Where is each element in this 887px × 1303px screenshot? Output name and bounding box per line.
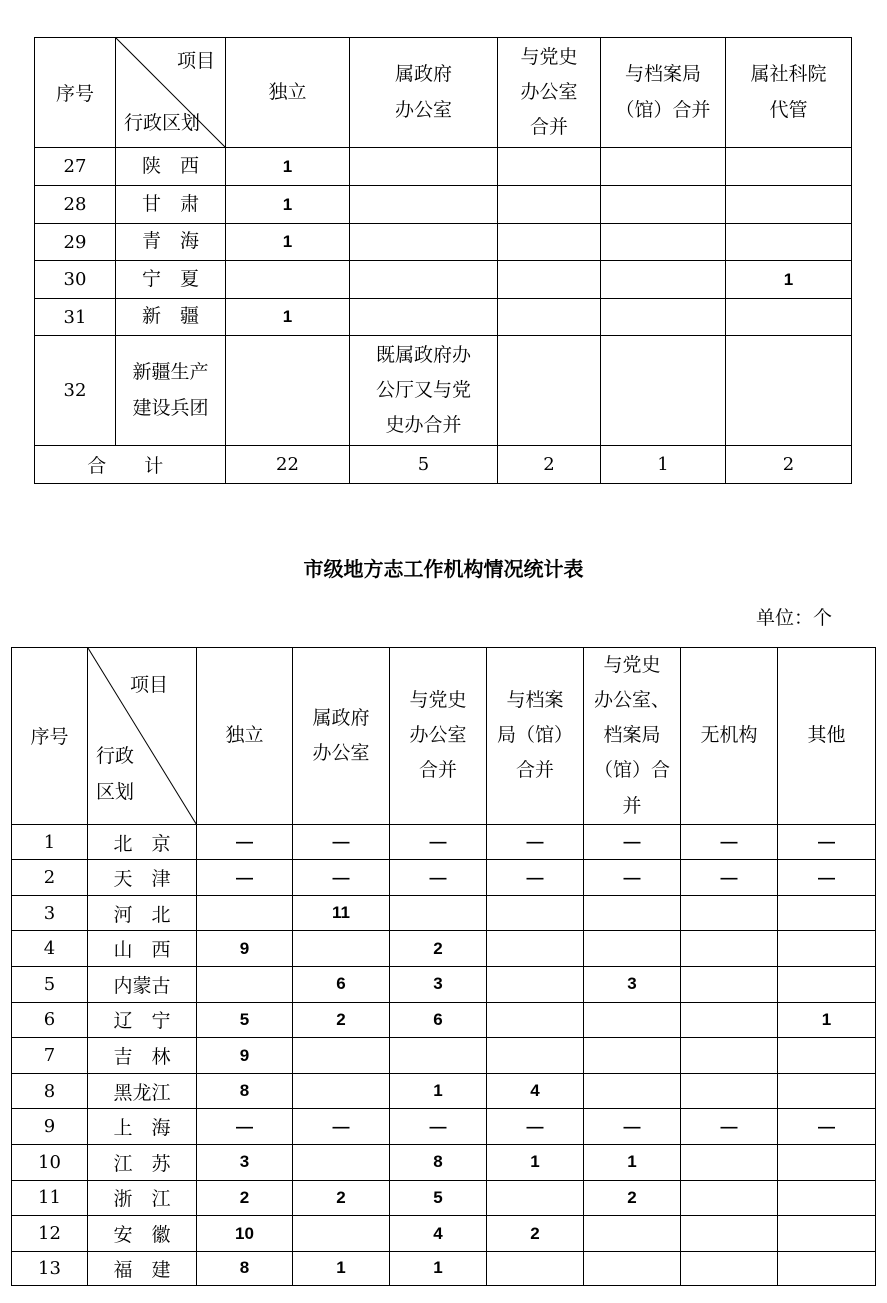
- row-seq: 9: [12, 1109, 88, 1145]
- row-value: —: [293, 860, 390, 896]
- table1-total-cell: 22: [226, 446, 350, 484]
- table1-header-col: 与党史 办公室 合并: [498, 38, 601, 148]
- row-value: [778, 931, 876, 967]
- row-seq: 12: [12, 1216, 88, 1252]
- table2-header-region: 行政 区划: [96, 744, 135, 803]
- row-value: —: [197, 1109, 293, 1145]
- row-value: 1: [778, 1002, 876, 1038]
- row-seq: 28: [35, 186, 116, 224]
- row-value: —: [197, 824, 293, 860]
- table1-header-col: 属政府 办公室: [350, 38, 498, 148]
- table1-header-col: 属社科院 代管: [726, 38, 852, 148]
- row-value: [681, 1216, 778, 1252]
- table-row: [12, 1109, 876, 1145]
- row-region: 新 疆: [116, 299, 226, 336]
- table2-header-col: 与党史 办公室 合并: [390, 648, 487, 825]
- row-value: [350, 261, 498, 299]
- row-region: 内蒙古: [88, 967, 197, 1003]
- row-value: [390, 1038, 487, 1074]
- table1-total-row: [35, 446, 852, 484]
- table2-header-item: 项目: [129, 674, 168, 696]
- row-value: [498, 224, 601, 261]
- table-row: [12, 1251, 876, 1285]
- row-value: [350, 148, 498, 186]
- table-row: [12, 860, 876, 896]
- table1-header-row: [35, 38, 852, 148]
- row-value: [584, 1073, 681, 1109]
- row-region: 吉 林: [88, 1038, 197, 1074]
- row-value: [601, 224, 726, 261]
- table-row: [12, 1216, 876, 1252]
- row-value: 1: [293, 1251, 390, 1285]
- row-value: 3: [584, 967, 681, 1003]
- row-value: [778, 1216, 876, 1252]
- table-row: [35, 148, 852, 186]
- row-seq: 4: [12, 931, 88, 967]
- row-value: [726, 299, 852, 336]
- row-value: [350, 186, 498, 224]
- row-value: 4: [390, 1216, 487, 1252]
- table1-total-cell: 1: [601, 446, 726, 484]
- row-value: —: [584, 860, 681, 896]
- row-value: 1: [226, 224, 350, 261]
- row-value: [778, 1251, 876, 1285]
- row-value: [778, 967, 876, 1003]
- row-seq: 13: [12, 1251, 88, 1285]
- row-value: [197, 895, 293, 931]
- table1-header-col: 与档案局 （馆）合并: [601, 38, 726, 148]
- table-row: [12, 895, 876, 931]
- row-value: [350, 224, 498, 261]
- row-value: 2: [390, 931, 487, 967]
- row-value: —: [390, 1109, 487, 1145]
- table-row: [12, 931, 876, 967]
- row-value: 2: [197, 1180, 293, 1216]
- row-region: 天 津: [88, 860, 197, 896]
- row-value: [601, 148, 726, 186]
- row-value: [487, 931, 584, 967]
- row-region: 浙 江: [88, 1180, 197, 1216]
- table2-header-col: 属政府 办公室: [293, 648, 390, 825]
- row-value: 1: [584, 1145, 681, 1181]
- row-value: [498, 186, 601, 224]
- row-value: 1: [226, 299, 350, 336]
- row-value: [726, 336, 852, 446]
- row-region: 福 建: [88, 1251, 197, 1285]
- row-value: 1: [226, 186, 350, 224]
- row-value: [197, 967, 293, 1003]
- row-value: [584, 1038, 681, 1074]
- row-seq: 29: [35, 224, 116, 261]
- row-value: [601, 186, 726, 224]
- table1-header-diagonal: [116, 38, 226, 148]
- row-value: 8: [197, 1251, 293, 1285]
- row-seq: 27: [35, 148, 116, 186]
- row-value: [681, 1180, 778, 1216]
- row-value: [293, 931, 390, 967]
- row-value: 2: [487, 1216, 584, 1252]
- table-row: [12, 1002, 876, 1038]
- row-value: [681, 1038, 778, 1074]
- row-value: 10: [197, 1216, 293, 1252]
- table-row: [12, 1180, 876, 1216]
- row-value: [681, 1145, 778, 1181]
- table1-header-seq: 序号: [35, 38, 116, 148]
- row-value: [293, 1073, 390, 1109]
- row-seq: 2: [12, 860, 88, 896]
- row-value: [778, 1180, 876, 1216]
- row-value: —: [584, 1109, 681, 1145]
- row-region: 安 徽: [88, 1216, 197, 1252]
- row-value: [390, 895, 487, 931]
- row-value: 既属政府办 公厅又与党 史办合并: [350, 336, 498, 446]
- row-value: [293, 1038, 390, 1074]
- row-value: —: [681, 860, 778, 896]
- row-value: 3: [197, 1145, 293, 1181]
- row-value: —: [390, 860, 487, 896]
- row-value: 2: [584, 1180, 681, 1216]
- table-row: [12, 824, 876, 860]
- row-value: 5: [390, 1180, 487, 1216]
- row-seq: 7: [12, 1038, 88, 1074]
- page-title: 市级地方志工作机构情况统计表: [303, 557, 584, 581]
- row-value: [487, 1180, 584, 1216]
- table-row: [35, 299, 852, 336]
- row-value: [726, 186, 852, 224]
- row-value: —: [778, 860, 876, 896]
- table1-header-item: 项目: [176, 50, 215, 72]
- row-region: 辽 宁: [88, 1002, 197, 1038]
- row-region: 甘 肃: [116, 186, 226, 224]
- row-value: —: [293, 1109, 390, 1145]
- row-value: —: [197, 860, 293, 896]
- table2-header-diagonal: [88, 648, 197, 825]
- table-row: [12, 1038, 876, 1074]
- row-value: [498, 336, 601, 446]
- unit-label: 单位：个: [755, 607, 832, 629]
- row-value: [584, 931, 681, 967]
- row-value: [293, 1145, 390, 1181]
- row-value: [726, 148, 852, 186]
- table2-header-col: 独立: [197, 648, 293, 825]
- table2-header-col: 无机构: [681, 648, 778, 825]
- table2-header-col: 其他: [778, 648, 876, 825]
- row-value: 2: [293, 1180, 390, 1216]
- table1-header-region: 行政区划: [124, 111, 201, 134]
- row-value: 1: [390, 1251, 487, 1285]
- row-value: 5: [197, 1002, 293, 1038]
- table1-total-cell: 5: [350, 446, 498, 484]
- table-row: [35, 261, 852, 299]
- row-region: 山 西: [88, 931, 197, 967]
- row-region: 宁 夏: [116, 261, 226, 299]
- row-region: 陕 西: [116, 148, 226, 186]
- table-row: [12, 967, 876, 1003]
- table2-header-seq: 序号: [12, 648, 88, 825]
- row-value: [778, 895, 876, 931]
- row-value: [487, 1038, 584, 1074]
- row-seq: 31: [35, 299, 116, 336]
- row-value: [681, 931, 778, 967]
- row-value: 6: [390, 1002, 487, 1038]
- row-seq: 3: [12, 895, 88, 931]
- row-value: [778, 1038, 876, 1074]
- row-value: —: [487, 824, 584, 860]
- row-region: 河 北: [88, 895, 197, 931]
- row-seq: 1: [12, 824, 88, 860]
- row-value: [487, 1002, 584, 1038]
- row-value: [487, 895, 584, 931]
- row-region: 江 苏: [88, 1145, 197, 1181]
- row-seq: 10: [12, 1145, 88, 1181]
- row-value: [226, 336, 350, 446]
- row-value: —: [584, 824, 681, 860]
- row-value: 8: [390, 1145, 487, 1181]
- row-value: —: [293, 824, 390, 860]
- table-row: [35, 336, 852, 446]
- row-value: 2: [293, 1002, 390, 1038]
- row-value: [498, 261, 601, 299]
- municipal-table: [11, 647, 876, 1286]
- row-value: —: [681, 1109, 778, 1145]
- row-region: 上 海: [88, 1109, 197, 1145]
- row-region: 新疆生产 建设兵团: [116, 336, 226, 446]
- row-value: 1: [487, 1145, 584, 1181]
- table1-header-col: 独立: [226, 38, 350, 148]
- row-value: [681, 1002, 778, 1038]
- row-seq: 8: [12, 1073, 88, 1109]
- table1-total-cell: 2: [498, 446, 601, 484]
- table-row: [12, 1073, 876, 1109]
- table1-total-label: 合 计: [35, 446, 226, 484]
- row-region: 黑龙江: [88, 1073, 197, 1109]
- row-value: [487, 1251, 584, 1285]
- row-value: [226, 261, 350, 299]
- row-value: 4: [487, 1073, 584, 1109]
- row-value: [293, 1216, 390, 1252]
- row-value: 1: [226, 148, 350, 186]
- row-value: [584, 895, 681, 931]
- row-value: 1: [726, 261, 852, 299]
- row-value: —: [487, 1109, 584, 1145]
- row-value: [350, 299, 498, 336]
- row-value: [498, 299, 601, 336]
- row-value: [601, 299, 726, 336]
- row-value: 6: [293, 967, 390, 1003]
- row-value: —: [681, 824, 778, 860]
- row-value: [584, 1251, 681, 1285]
- row-value: [681, 967, 778, 1003]
- row-value: [584, 1002, 681, 1038]
- table2-header-col: 与党史 办公室、 档案局 （馆）合 并: [584, 648, 681, 825]
- row-value: —: [390, 824, 487, 860]
- row-value: 1: [390, 1073, 487, 1109]
- row-value: 11: [293, 895, 390, 931]
- table1-total-cell: 2: [726, 446, 852, 484]
- row-region: 青 海: [116, 224, 226, 261]
- table-row: [12, 1145, 876, 1181]
- row-seq: 6: [12, 1002, 88, 1038]
- row-seq: 30: [35, 261, 116, 299]
- row-value: [584, 1216, 681, 1252]
- row-value: [487, 967, 584, 1003]
- row-value: —: [487, 860, 584, 896]
- row-value: [681, 1073, 778, 1109]
- row-value: 3: [390, 967, 487, 1003]
- row-value: [726, 224, 852, 261]
- row-value: [681, 895, 778, 931]
- row-value: [498, 148, 601, 186]
- row-value: [681, 1251, 778, 1285]
- table-row: [35, 186, 852, 224]
- row-seq: 5: [12, 967, 88, 1003]
- row-seq: 32: [35, 336, 116, 446]
- row-seq: 11: [12, 1180, 88, 1216]
- row-value: 9: [197, 1038, 293, 1074]
- row-region: 北 京: [88, 824, 197, 860]
- row-value: 8: [197, 1073, 293, 1109]
- provincial-table: [34, 37, 852, 484]
- row-value: —: [778, 824, 876, 860]
- row-value: [778, 1073, 876, 1109]
- table-row: [35, 224, 852, 261]
- table2-header-col: 与档案 局（馆） 合并: [487, 648, 584, 825]
- row-value: [778, 1145, 876, 1181]
- row-value: [601, 336, 726, 446]
- row-value: 9: [197, 931, 293, 967]
- table2-header-row: [12, 648, 876, 825]
- row-value: [601, 261, 726, 299]
- row-value: —: [778, 1109, 876, 1145]
